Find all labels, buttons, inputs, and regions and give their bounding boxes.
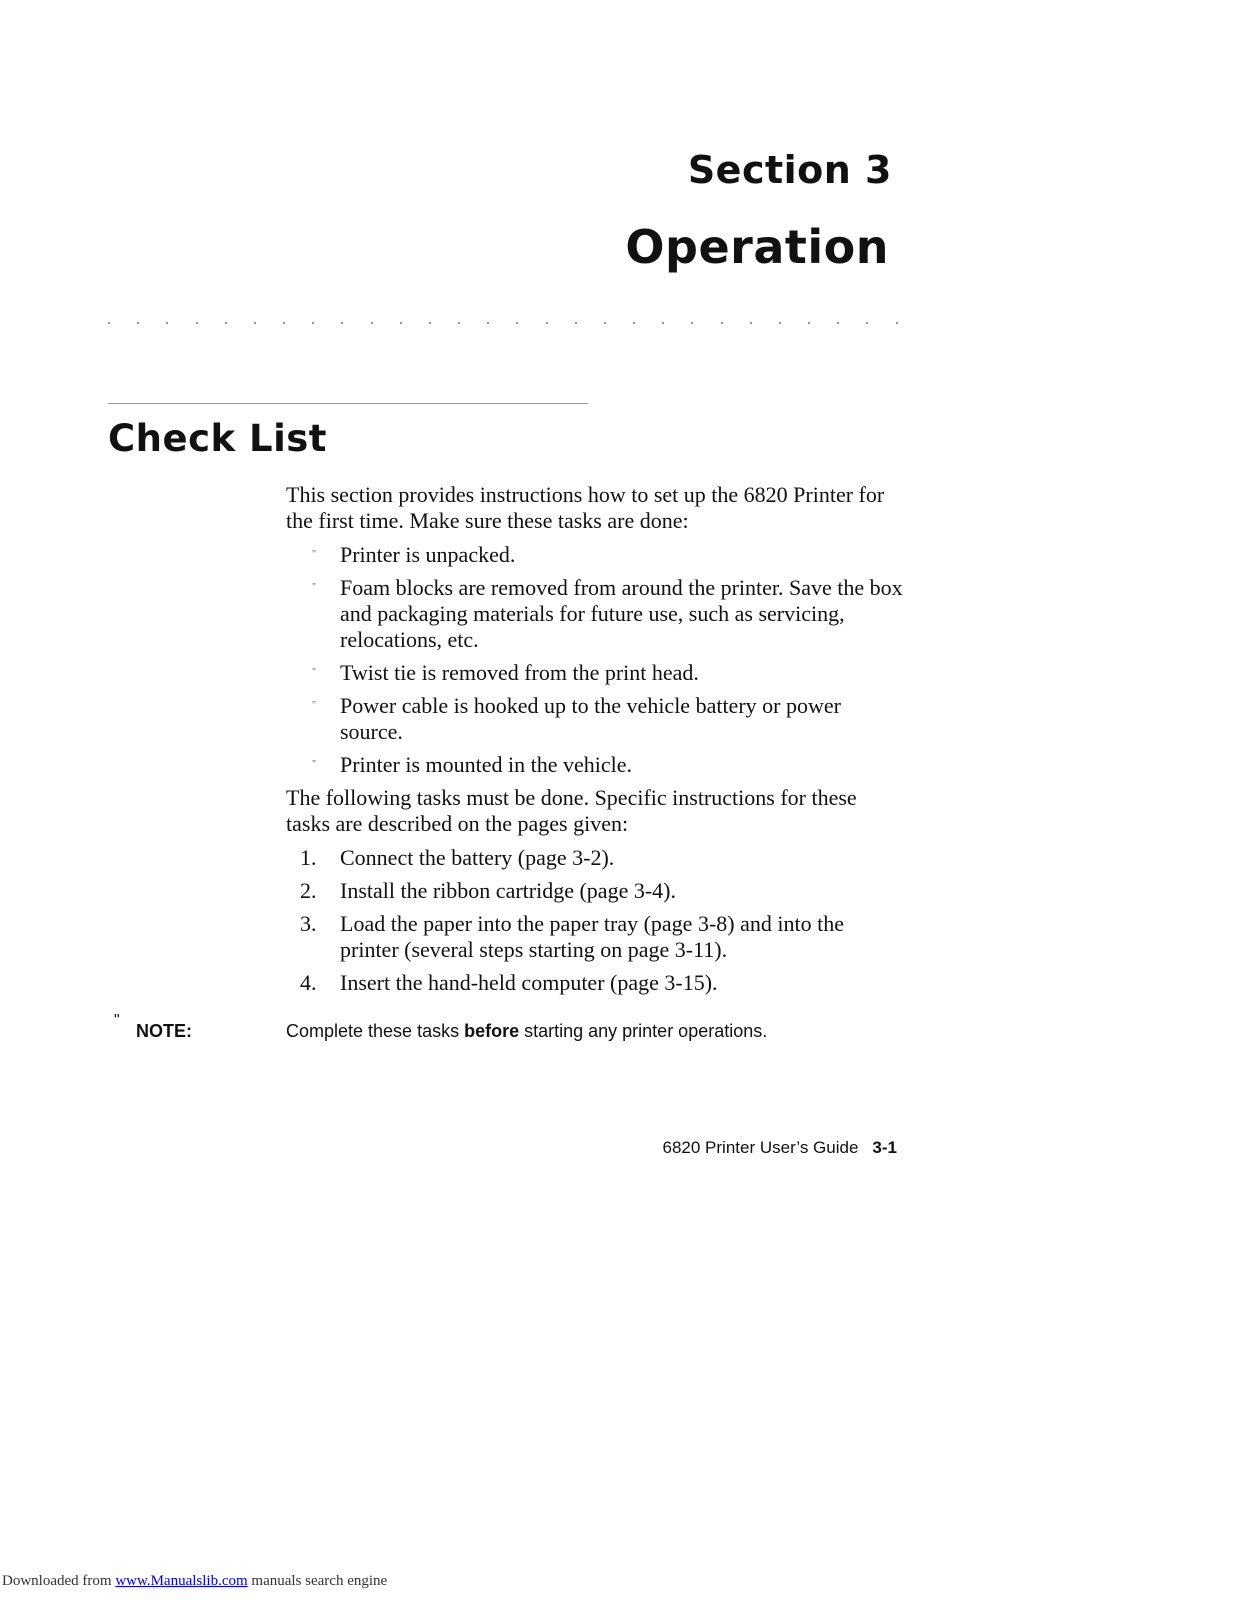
done-task-list (286, 542, 906, 778)
step-text: Load the paper into the paper tray (page 3-8) and into the printer (several steps starting on page 3-11). (340, 911, 844, 962)
download-prefix: Downloaded from (2, 1573, 116, 1589)
bullet-text: Twist tie is removed from the print head. (340, 660, 699, 685)
note-label: NOTE: (136, 1021, 192, 1041)
step-number: 1. (300, 845, 317, 870)
leader-dot (166, 322, 168, 324)
leader-dot (429, 322, 431, 324)
list-item (286, 970, 906, 996)
leader-dot (137, 322, 139, 324)
step-text: Insert the hand-held computer (page 3-15). (340, 970, 718, 995)
heading-rule (108, 403, 588, 404)
leader-dot (546, 322, 548, 324)
leader-dot (400, 322, 402, 324)
leader-dot (225, 322, 227, 324)
checklist-body (286, 482, 906, 1003)
leader-dot (371, 322, 373, 324)
list-item (286, 911, 906, 963)
leader-dot (341, 322, 343, 324)
leader-dot (312, 322, 314, 324)
leader-dot (779, 322, 781, 324)
step-number: 2. (300, 878, 317, 903)
leader-dot (108, 322, 110, 324)
bullet-text: Power cable is hooked up to the vehicle battery or power source. (340, 693, 841, 744)
download-suffix: manuals search engine (247, 1573, 388, 1589)
leader-dot (604, 322, 606, 324)
list-item (286, 845, 906, 871)
note-mark: " (114, 1012, 120, 1029)
leader-dot (662, 322, 664, 324)
page-footer (663, 1138, 898, 1158)
list-item (286, 693, 906, 745)
leader-dot (633, 322, 635, 324)
bullet-mark: " (312, 667, 317, 678)
intro-paragraph: This section provides instructions how to set up the 6820 Printer for the first time. Make sure these tasks are done: (286, 482, 885, 533)
download-line (2, 1573, 387, 1590)
note-text-after: starting any printer operations. (519, 1021, 768, 1041)
leader-dot (896, 322, 898, 324)
leader-dot (458, 322, 460, 324)
footer-page-number: 3-1 (872, 1138, 897, 1157)
bullet-text: Printer is mounted in the vehicle. (340, 752, 633, 777)
step-text: Install the ribbon cartridge (page 3-4). (340, 878, 676, 903)
bullet-text: Foam blocks are removed from around the printer. Save the box and packaging materials for future use, such as servicing, relocations, etc. (340, 575, 903, 652)
step-text: Connect the battery (page 3-2). (340, 845, 615, 870)
note-text-before: Complete these tasks (286, 1021, 465, 1041)
list-item (286, 660, 906, 686)
bullet-mark: " (312, 549, 317, 560)
list-item (286, 752, 906, 778)
leader-dot (516, 322, 518, 324)
tasks-intro-paragraph: The following tasks must be done. Specific instructions for these tasks are described on the pages given: (286, 785, 857, 836)
step-number: 4. (300, 970, 317, 995)
list-item (286, 542, 906, 568)
manualslib-link[interactable]: www.Manualslib.com (115, 1573, 248, 1589)
leader-dot (721, 322, 723, 324)
dot-leader (108, 322, 898, 324)
step-list (286, 845, 906, 996)
leader-dot (487, 322, 489, 324)
leader-dot (283, 322, 285, 324)
bullet-mark: " (312, 582, 317, 593)
note-text (286, 1021, 767, 1042)
checklist-heading: Check List (108, 417, 327, 460)
leader-dot (750, 322, 752, 324)
section-title: Operation (625, 220, 889, 274)
footer-guide-title: 6820 Printer User’s Guide (662, 1138, 859, 1157)
step-number: 3. (300, 911, 317, 936)
section-label: Section 3 (687, 148, 892, 192)
leader-dot (575, 322, 577, 324)
leader-dot (691, 322, 693, 324)
leader-dot (837, 322, 839, 324)
leader-dot (866, 322, 868, 324)
bullet-mark: " (312, 759, 317, 770)
leader-dot (196, 322, 198, 324)
list-item (286, 878, 906, 904)
bullet-text: Printer is unpacked. (340, 542, 516, 567)
bullet-mark: " (312, 700, 317, 711)
list-item (286, 575, 906, 653)
note-text-bold: before (464, 1021, 520, 1041)
leader-dot (254, 322, 256, 324)
leader-dot (808, 322, 810, 324)
